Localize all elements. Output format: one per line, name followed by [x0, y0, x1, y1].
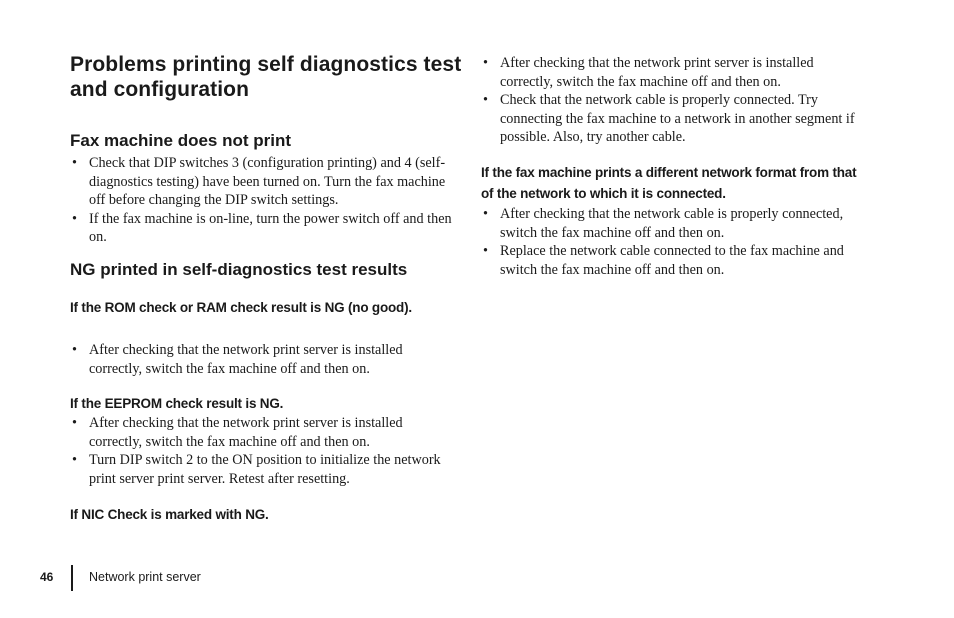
heading-rom-ram-ng: If the ROM check or RAM check result is NG (no good). — [70, 300, 412, 315]
page-number: 46 — [40, 570, 54, 584]
list-item: • After checking that the network print server is installed correctly, switch the fax machine off and then on. — [481, 54, 863, 91]
list-item: • Check that DIP switches 3 (configuration printing) and 4 (self-diagnostics testing) have been turned on. Turn the fax machine off before changing the DIP switch settings. — [70, 154, 465, 210]
list-item: • Replace the network cable connected to the fax machine and switch the fax machine off and then on. — [481, 242, 863, 279]
list-item: • Turn DIP switch 2 to the ON position to initialize the network print server print server. Retest after resetting. — [70, 451, 450, 488]
page-title: Problems printing self diagnostics test and configuration — [70, 53, 462, 101]
heading-ng-results: NG printed in self-diagnostics test results — [70, 260, 408, 279]
list-item: • After checking that the network print server is installed correctly, switch the fax machine off and then on. — [70, 414, 450, 451]
heading-fax-does-not-print: Fax machine does not print — [70, 131, 292, 150]
list-eeprom-ng — [70, 414, 450, 488]
footer-section-title: Network print server — [89, 570, 201, 584]
list-item: • After checking that the network print server is installed correctly, switch the fax machine off and then on. — [70, 341, 450, 378]
list-nic-ng — [481, 54, 863, 147]
heading-nic-ng: If NIC Check is marked with NG. — [70, 507, 269, 522]
list-different-network-format — [481, 205, 863, 279]
footer-divider — [71, 565, 73, 591]
list-rom-ram-ng — [70, 341, 450, 378]
list-item: • If the fax machine is on-line, turn the power switch off and then on. — [70, 210, 465, 247]
list-item: • After checking that the network cable is properly connected, switch the fax machine off and then on. — [481, 205, 863, 242]
heading-eeprom-ng: If the EEPROM check result is NG. — [70, 396, 284, 411]
heading-different-network-format: If the fax machine prints a different network format from that of the network to which it is connected. — [481, 165, 857, 201]
list-fax-does-not-print — [70, 154, 465, 247]
list-item: • Check that the network cable is properly connected. Try connecting the fax machine to a network in another segment if possible. Also, try another cable. — [481, 91, 863, 147]
